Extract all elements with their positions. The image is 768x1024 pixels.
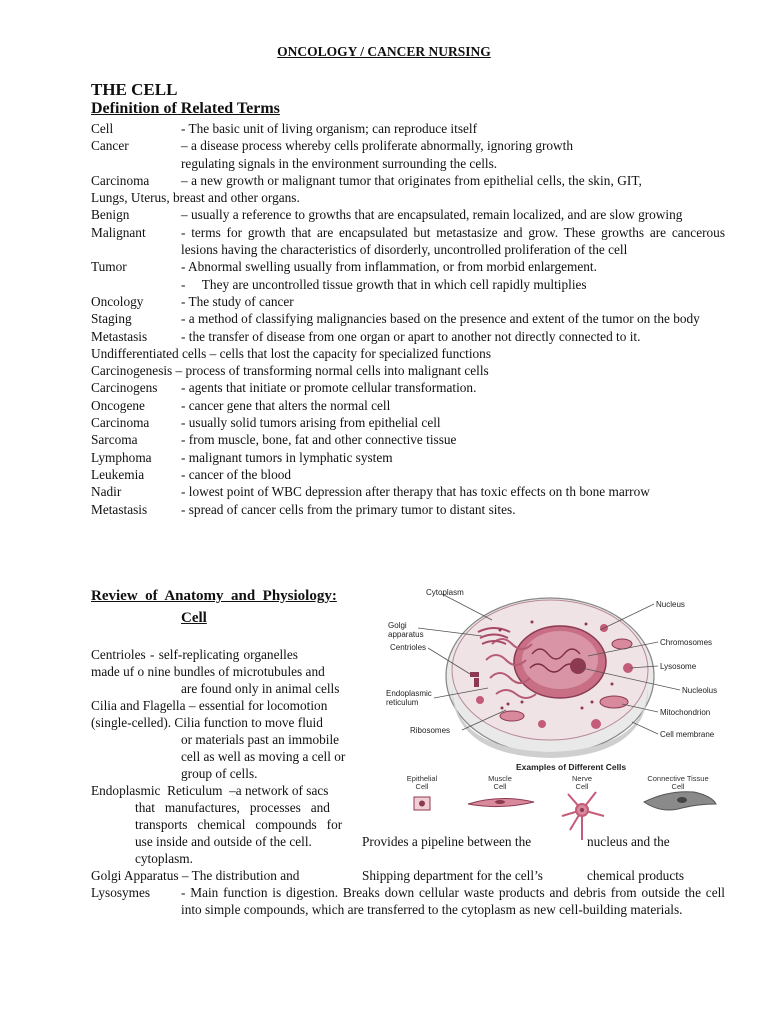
label-mitochondrion: Mitochondrion bbox=[660, 708, 711, 717]
full-line: Carcinogenesis – process of transforming normal cells into malignant cells bbox=[91, 363, 489, 379]
definition-text: – a disease process whereby cells proliferate abnormally, ignoring growth bbox=[181, 138, 574, 154]
label-lysosome: Lysosome bbox=[660, 662, 697, 671]
review-line: transports chemical compounds for bbox=[135, 817, 343, 832]
definition-row bbox=[91, 414, 725, 431]
lysosome-definition bbox=[91, 884, 725, 919]
definition-text: - cancer of the blood bbox=[181, 466, 292, 482]
label-ribosomes: Ribosomes bbox=[410, 726, 451, 735]
review-line: Endoplasmic Reticulum –a network of sacs bbox=[91, 783, 329, 798]
definition-text: - cancer gene that alters the normal cell bbox=[181, 397, 391, 413]
example-label: Cell bbox=[415, 782, 429, 791]
example-label: Connective Tissue bbox=[647, 774, 709, 783]
definition-text: - agents that initiate or promote cellular transformation. bbox=[181, 380, 477, 396]
muscle-cell-icon bbox=[468, 798, 534, 806]
definition-row bbox=[91, 172, 725, 189]
label-chromosomes: Chromosomes bbox=[660, 638, 713, 647]
label-reticulum: reticulum bbox=[386, 698, 419, 707]
review-heading-cell: Cell bbox=[181, 610, 207, 626]
definition-term: Benign bbox=[91, 207, 130, 223]
section-heading: THE CELL bbox=[91, 80, 178, 99]
subsection-heading: Definition of Related Terms bbox=[91, 100, 280, 117]
review-line: cytoplasm. bbox=[135, 851, 193, 866]
label-endoplasmic: Endoplasmic bbox=[386, 689, 432, 698]
definition-term: Tumor bbox=[91, 259, 127, 275]
definition-row bbox=[91, 449, 725, 466]
definition-row bbox=[91, 310, 725, 327]
review-line: (single-celled). Cilia function to move fluid bbox=[91, 715, 323, 730]
label-nucleolus: Nucleolus bbox=[682, 686, 718, 695]
review-line: made uf o nine bundles of microtubules and bbox=[91, 664, 325, 679]
definition-text: - The basic unit of living organism; can reproduce itself bbox=[181, 121, 478, 136]
definition-row bbox=[91, 884, 725, 919]
definition-term: Sarcoma bbox=[91, 432, 138, 448]
definition-text: regulating signals in the environment surrounding the cells. bbox=[181, 155, 498, 171]
definition-row bbox=[91, 258, 725, 275]
definition-term: Malignant bbox=[91, 224, 146, 240]
label-cytoplasm: Cytoplasm bbox=[426, 588, 464, 597]
definition-term: Oncology bbox=[91, 293, 144, 309]
definition-text: - Main function is digestion. Breaks down cellular waste products and debris from outside the cell into simple compounds, which are transferred to the cytoplasm as new cell-building materials. bbox=[181, 885, 725, 918]
definition-row bbox=[91, 466, 725, 483]
definition-text: - terms for growth that are encapsulated but metastasize and grow. These growths are cancerous lesions having the characteristics of disorderly, uncontrolled proliferation of the cell bbox=[181, 224, 725, 258]
review-heading: Review of Anatomy and Physiology: bbox=[91, 588, 337, 604]
definition-row bbox=[91, 293, 725, 310]
label-centrioles: Centrioles bbox=[390, 643, 427, 652]
review-line: nucleus and the bbox=[587, 834, 670, 849]
definition-text: - The study of cancer bbox=[181, 293, 294, 309]
definition-term: Carcinoma bbox=[91, 415, 150, 431]
cell-diagram bbox=[382, 584, 742, 866]
example-label: Nerve bbox=[571, 774, 593, 783]
review-line: are found only in animal cells bbox=[181, 681, 340, 696]
definition-row bbox=[91, 501, 725, 518]
definition-text: - a method of classifying malignancies based on the presence and extent of the tumor on the body bbox=[181, 311, 700, 327]
definition-row bbox=[91, 328, 725, 345]
examples-title: Examples of Different Cells bbox=[516, 762, 627, 772]
definition-text: - They are uncontrolled tissue growth that in which cell rapidly multiplies bbox=[181, 276, 587, 292]
definition-row bbox=[91, 120, 725, 137]
definition-term: Leukemia bbox=[91, 466, 145, 482]
example-label: Cell bbox=[575, 782, 589, 791]
label-golgi: Golgi bbox=[388, 621, 407, 630]
review-line: Golgi Apparatus – The distribution and bbox=[91, 868, 300, 883]
nerve-cell-icon bbox=[562, 792, 604, 840]
cell-illustration bbox=[446, 598, 654, 758]
example-label: Cell bbox=[671, 782, 685, 791]
review-line: or materials past an immobile bbox=[181, 732, 340, 747]
definition-text: - usually solid tumors arising from epithelial cell bbox=[181, 415, 441, 431]
definition-text: – a new growth or malignant tumor that originates from epithelial cells, the skin, GIT, bbox=[181, 172, 642, 188]
epithelial-cell-icon bbox=[414, 797, 430, 810]
definition-row bbox=[91, 397, 725, 414]
definition-row bbox=[91, 431, 725, 448]
definition-term: Cell bbox=[91, 121, 114, 136]
definition-term: Lymphoma bbox=[91, 449, 152, 465]
definition-text: - lowest point of WBC depression after therapy that has toxic effects on th bone marrow bbox=[181, 484, 650, 500]
definition-row bbox=[91, 224, 725, 259]
label-membrane: Cell membrane bbox=[660, 730, 715, 739]
definition-term: Carcinoma bbox=[91, 172, 150, 188]
definition-text: - Abnormal swelling usually from inflammation, or from morbid enlargement. bbox=[181, 259, 597, 275]
definition-term: Staging bbox=[91, 311, 132, 327]
document-title: ONCOLOGY / CANCER NURSING bbox=[277, 44, 491, 59]
definition-row bbox=[91, 206, 725, 223]
definition-term: Cancer bbox=[91, 138, 129, 154]
connective-tissue-cell-icon bbox=[644, 792, 716, 810]
definition-term: Nadir bbox=[91, 484, 122, 500]
review-line: that manufactures, processes and bbox=[135, 800, 330, 815]
definition-term: Oncogene bbox=[91, 397, 145, 413]
definitions-list bbox=[91, 120, 725, 518]
definition-row bbox=[91, 379, 725, 396]
definition-row bbox=[91, 483, 725, 500]
definition-text: - from muscle, bone, fat and other connective tissue bbox=[181, 432, 457, 448]
review-line: use inside and outside of the cell. bbox=[135, 834, 312, 849]
label-apparatus: apparatus bbox=[388, 630, 424, 639]
definition-text: Lungs, Uterus, breast and other organs. bbox=[91, 190, 300, 206]
definition-term: Carcinogens bbox=[91, 380, 158, 396]
definition-text: - the transfer of disease from one organ or apart to another not directly connected to it. bbox=[181, 328, 641, 344]
definition-text: - malignant tumors in lymphatic system bbox=[181, 449, 393, 465]
definition-text: - spread of cancer cells from the primary tumor to distant sites. bbox=[181, 501, 516, 517]
full-line: Undifferentiated cells – cells that lost the capacity for specialized functions bbox=[91, 345, 491, 361]
review-line: Provides a pipeline between the bbox=[362, 834, 532, 849]
review-line: group of cells. bbox=[181, 766, 258, 781]
definition-term: Lysosymes bbox=[91, 885, 151, 900]
definition-term: Metastasis bbox=[91, 501, 148, 517]
example-label: Epithelial bbox=[406, 774, 438, 783]
review-line: Cilia and Flagella – essential for locomotion bbox=[91, 698, 328, 713]
example-label: Cell bbox=[493, 782, 507, 791]
definition-text: – usually a reference to growths that are encapsulated, remain localized, and are slow growing bbox=[181, 207, 683, 223]
review-line: cell as well as moving a cell or bbox=[181, 749, 346, 764]
label-nucleus: Nucleus bbox=[656, 600, 685, 609]
review-line: Centrioles - self-replicating organelles bbox=[91, 647, 298, 662]
review-line: Shipping department for the cell’s bbox=[362, 868, 543, 883]
definition-row bbox=[91, 137, 725, 154]
example-label: Muscle bbox=[488, 774, 512, 783]
definition-term: Metastasis bbox=[91, 328, 148, 344]
review-line: chemical products bbox=[587, 868, 685, 883]
